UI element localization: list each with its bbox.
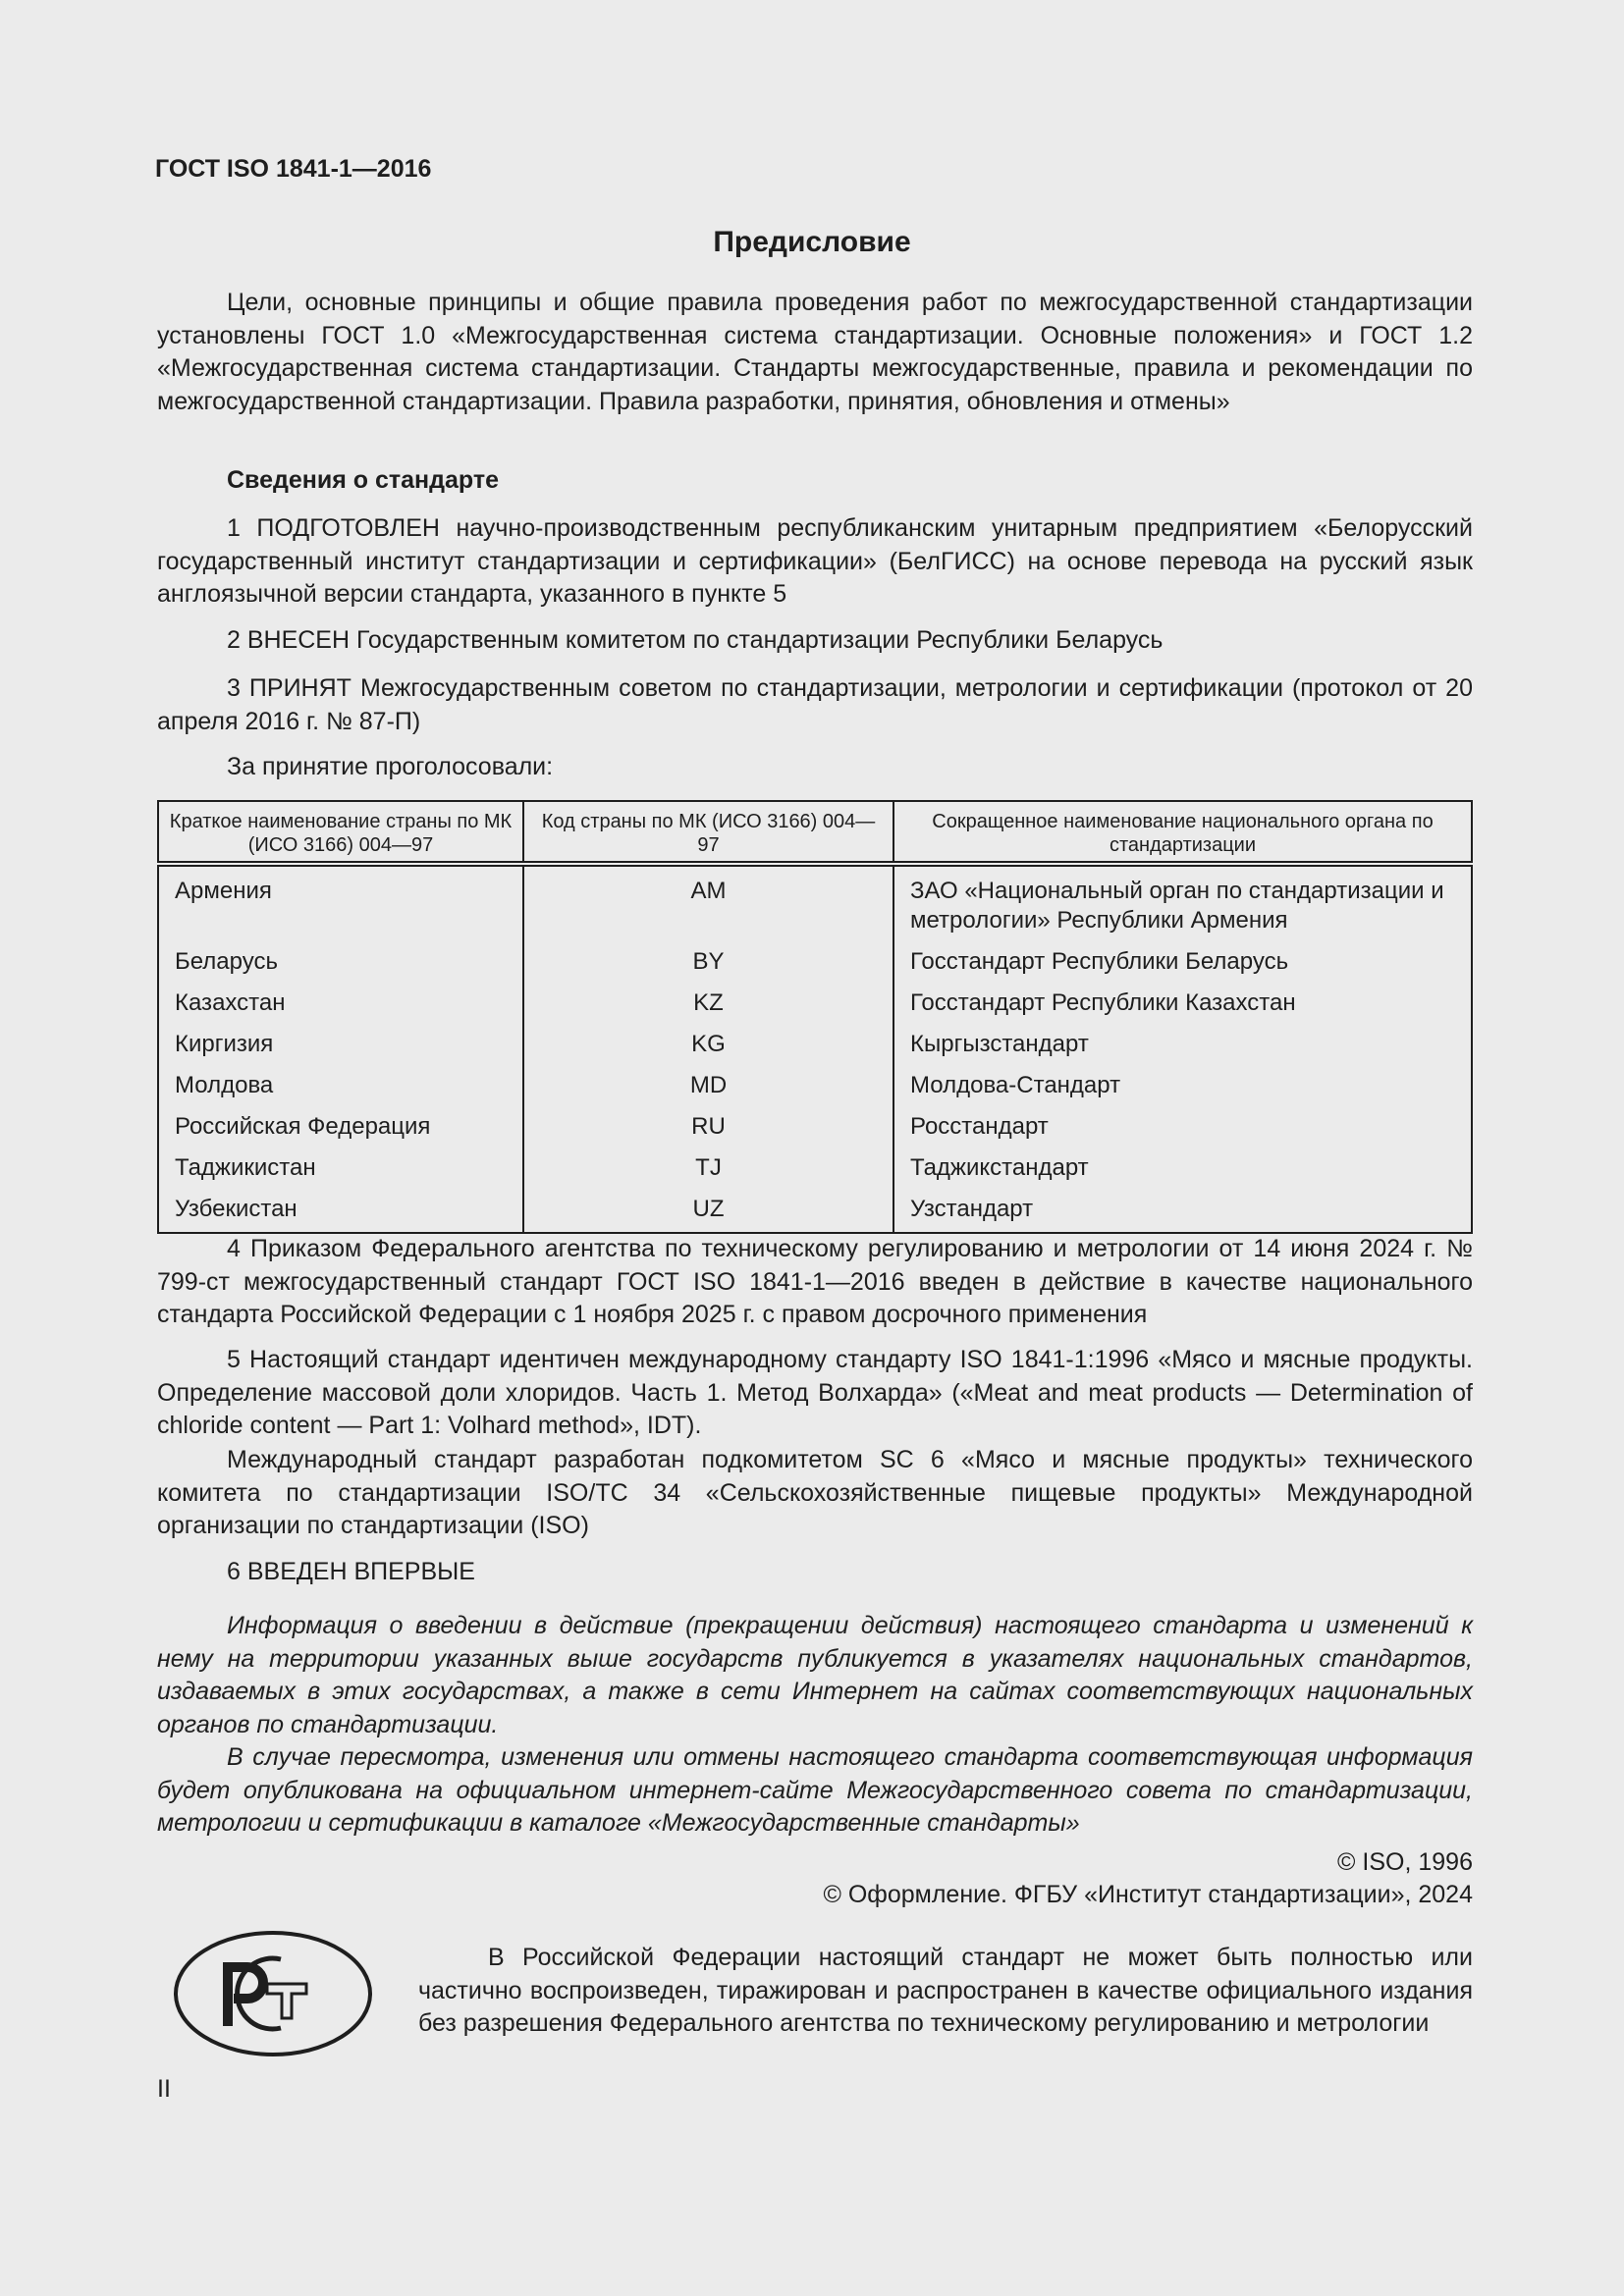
page-number: II [157, 2075, 171, 2103]
code-cell: KG [523, 1026, 893, 1067]
voted-label: За принятие проголосовали: [227, 753, 554, 780]
rst-logo-icon [173, 1930, 373, 2057]
item-4: 4 Приказом Федерального агентства по техническому регулированию и метрологии от 14 июня 2024 г. № 799-ст межгосударственный стандарт ГОСТ ISO 1841-1—2016 введен в действие в качестве национального стандарта Российской Федерации с 1 ноября 2025 г. с правом досрочного применения [157, 1235, 1473, 1329]
copyright-notice: В Российской Федерации настоящий стандарт не может быть полностью или частично воспроизведен, тиражирован и распространен в качестве официального издания без разрешения Федерального агентства по техническому регулированию и метрологии [418, 1944, 1473, 2038]
item-1: 1 ПОДГОТОВЛЕН научно-производственным республиканским унитарным предприятием «Белорусский государственный институт стандартизации и сертификации» (БелГИСС) на основе перевода на русский язык англоязычной версии стандарта, указанного в пункте 5 [157, 514, 1473, 609]
body-cell: ЗАО «Национальный орган по стандартизации и метрологии» Республики Армения [910, 878, 1444, 934]
item-2: 2 ВНЕСЕН Государственным комитетом по стандартизации Республики Беларусь [227, 626, 1164, 654]
italic-info-2: В случае пересмотра, изменения или отмены настоящего стандарта соответствующая информация будет опубликована на официальном интернет-сайте Межгосударственного совета по стандартизации, метрологии и сертификации в каталоге «Межгосударственные стандарты» [157, 1743, 1473, 1838]
body-cell: Кыргызстандарт [910, 1031, 1089, 1057]
country-cell: Узбекистан [158, 1191, 523, 1233]
body-cell: Росстандарт [910, 1113, 1049, 1140]
table-row [158, 1108, 1472, 1149]
col-header-country: Краткое наименование страны по МК (ИСО 3166) 004—97 [158, 801, 523, 864]
col-header-code: Код страны по МК (ИСО 3166) 004—97 [523, 801, 893, 864]
body-cell: Госстандарт Республики Беларусь [910, 948, 1289, 975]
table-row [158, 1149, 1472, 1191]
country-cell: Казахстан [158, 985, 523, 1026]
copyright-iso: © ISO, 1996 [1337, 1848, 1473, 1876]
code-cell: RU [523, 1108, 893, 1149]
italic-info-1: Информация о введении в действие (прекращении действия) настоящего стандарта и изменений к нему на территории указанных выше государств публикуется в указателях национальных стандартов, издаваемых в этих государствах, а также в сети Интернет на сайтах соответствующих национальных органов по стандартизации. [157, 1612, 1473, 1738]
table-row [158, 1191, 1472, 1233]
country-cell: Российская Федерация [158, 1108, 523, 1149]
country-cell: Беларусь [158, 943, 523, 985]
table-row [158, 864, 1472, 943]
info-heading: Сведения о стандарте [227, 466, 500, 494]
col-header-body: Сокращенное наименование национального органа по стандартизации [893, 801, 1472, 864]
country-cell: Молдова [158, 1067, 523, 1108]
copyright-design: © Оформление. ФГБУ «Институт стандартизации», 2024 [823, 1881, 1473, 1908]
code-cell: UZ [523, 1191, 893, 1233]
table-row [158, 1067, 1472, 1108]
body-cell: Молдова-Стандарт [910, 1072, 1121, 1098]
code-cell: AM [523, 864, 893, 943]
table-row [158, 943, 1472, 985]
item-3: 3 ПРИНЯТ Межгосударственным советом по стандартизации, метрологии и сертификации (протокол от 20 апреля 2016 г. № 87-П) [157, 674, 1473, 735]
code-cell: TJ [523, 1149, 893, 1191]
body-cell: Таджикстандарт [910, 1154, 1089, 1181]
intro-paragraph: Цели, основные принципы и общие правила проведения работ по межгосударственной стандартизации установлены ГОСТ 1.0 «Межгосударственная система стандартизации. Основные положения» и ГОСТ 1.2 «Межгосударственная система стандартизации. Стандарты межгосударственные, правила и рекомендации по межгосударственной стандартизации. Правила разработки, принятия, обновления и отмены» [157, 289, 1473, 415]
country-cell: Киргизия [158, 1026, 523, 1067]
item-6: 6 ВВЕДЕН ВПЕРВЫЕ [227, 1558, 475, 1585]
country-cell: Армения [158, 864, 523, 943]
item-5: 5 Настоящий стандарт идентичен международному стандарту ISO 1841-1:1996 «Мясо и мясные продукты. Определение массовой доли хлоридов. Часть 1. Метод Волхарда» («Meat and meat products — Determination of chloride content — Part 1: Volhard method», IDT). [157, 1346, 1473, 1440]
table-row [158, 1026, 1472, 1067]
body-cell: Узстандарт [910, 1196, 1034, 1222]
country-cell: Таджикистан [158, 1149, 523, 1191]
item-5-note: Международный стандарт разработан подкомитетом SC 6 «Мясо и мясные продукты» технического комитета по стандартизации ISO/TC 34 «Сельскохозяйственные пищевые продукты» Международной организации по стандартизации (ISO) [157, 1446, 1473, 1540]
countries-table [157, 800, 1473, 1234]
document-header: ГОСТ ISO 1841-1—2016 [155, 155, 432, 183]
body-cell: Госстандарт Республики Казахстан [910, 989, 1296, 1016]
table-row [158, 985, 1472, 1026]
page-title: Предисловие [713, 226, 911, 258]
code-cell: MD [523, 1067, 893, 1108]
code-cell: KZ [523, 985, 893, 1026]
code-cell: BY [523, 943, 893, 985]
